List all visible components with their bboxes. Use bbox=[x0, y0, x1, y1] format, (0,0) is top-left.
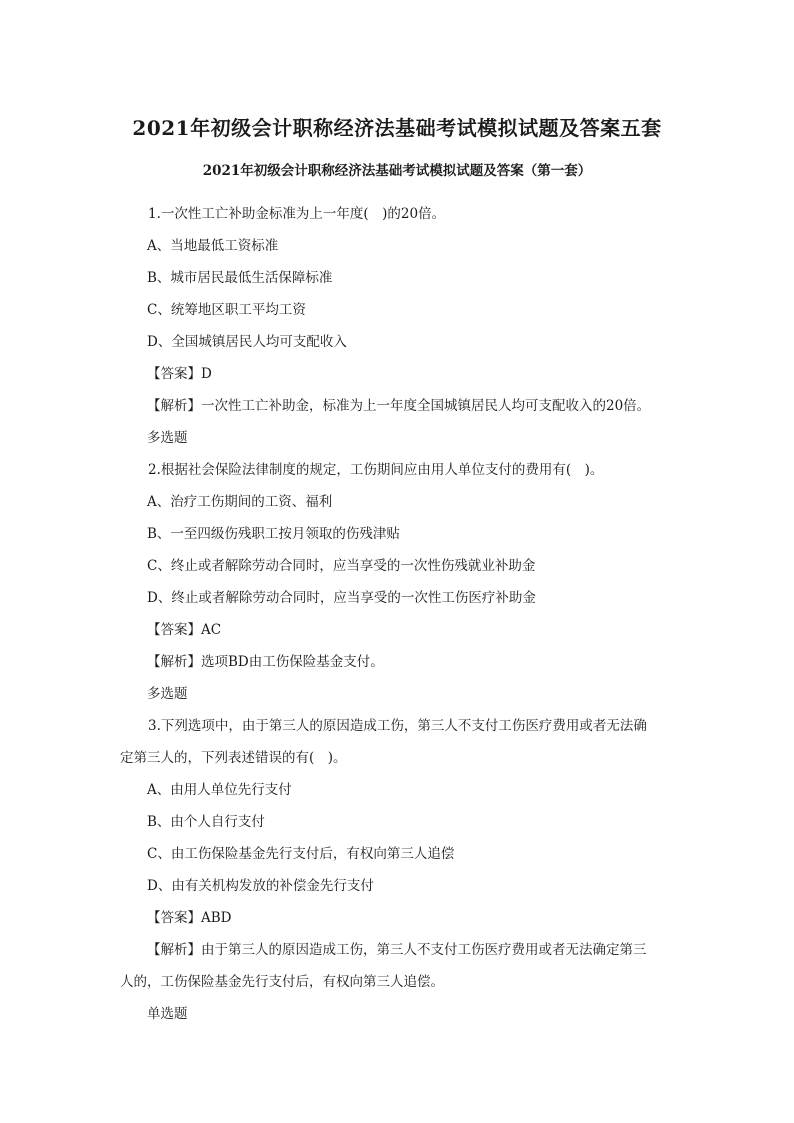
question-3-stem-line-2: 定第三人的，下列表述错误的有( )。 bbox=[120, 750, 347, 766]
question-2-option-b: B、一至四级伤残职工按月领取的伤残津贴 bbox=[147, 526, 400, 542]
question-2-option-a: A、治疗工伤期间的工资、福利 bbox=[147, 494, 333, 510]
question-2-stem: 2.根据社会保险法律制度的规定，工伤期间应由用人单位支付的费用有( )。 bbox=[148, 462, 604, 478]
question-type-label: 多选题 bbox=[147, 686, 188, 702]
document-subtitle: 2021年初级会计职称经济法基础考试模拟试题及答案（第一套） bbox=[202, 163, 592, 179]
question-1-option-c: C、统筹地区职工平均工资 bbox=[147, 302, 306, 318]
question-3-stem-line-1: 3.下列选项中，由于第三人的原因造成工伤，第三人不支付工伤医疗费用或者无法确 bbox=[148, 718, 647, 734]
question-type-label: 单选题 bbox=[147, 1006, 188, 1022]
document-body bbox=[120, 198, 680, 1030]
question-3-analysis-line-2: 人的，工伤保险基金先行支付后，有权向第三人追偿。 bbox=[120, 974, 444, 990]
question-2-option-d: D、终止或者解除劳动合同时，应当享受的一次性工伤医疗补助金 bbox=[147, 590, 536, 606]
question-2-option-c: C、终止或者解除劳动合同时，应当享受的一次性伤残就业补助金 bbox=[147, 558, 536, 574]
question-2-analysis: 【解析】选项BD由工伤保险基金支付。 bbox=[147, 654, 384, 670]
question-3-option-c: C、由工伤保险基金先行支付后，有权向第三人追偿 bbox=[147, 846, 455, 862]
question-1-answer: 【答案】D bbox=[147, 366, 212, 382]
question-3-analysis-line-1: 【解析】由于第三人的原因造成工伤，第三人不支付工伤医疗费用或者无法确定第三 bbox=[147, 942, 647, 958]
question-1-stem: 1.一次性工亡补助金标准为上一年度( )的20倍。 bbox=[148, 206, 446, 222]
question-1-option-d: D、全国城镇居民人均可支配收入 bbox=[147, 334, 347, 350]
question-3-option-d: D、由有关机构发放的补偿金先行支付 bbox=[147, 878, 374, 894]
question-type-label: 多选题 bbox=[147, 430, 188, 446]
question-3-answer: 【答案】ABD bbox=[147, 910, 232, 926]
question-1-option-b: B、城市居民最低生活保障标准 bbox=[147, 270, 333, 286]
question-1-option-a: A、当地最低工资标准 bbox=[147, 238, 279, 254]
question-3-option-b: B、由个人自行支付 bbox=[147, 814, 265, 830]
question-1-analysis: 【解析】一次性工亡补助金，标准为上一年度全国城镇居民人均可支配收入的20倍。 bbox=[147, 398, 651, 414]
question-3-option-a: A、由用人单位先行支付 bbox=[147, 782, 292, 798]
document-title: 2021年初级会计职称经济法基础考试模拟试题及答案五套 bbox=[132, 116, 662, 140]
question-2-answer: 【答案】AC bbox=[147, 622, 222, 638]
